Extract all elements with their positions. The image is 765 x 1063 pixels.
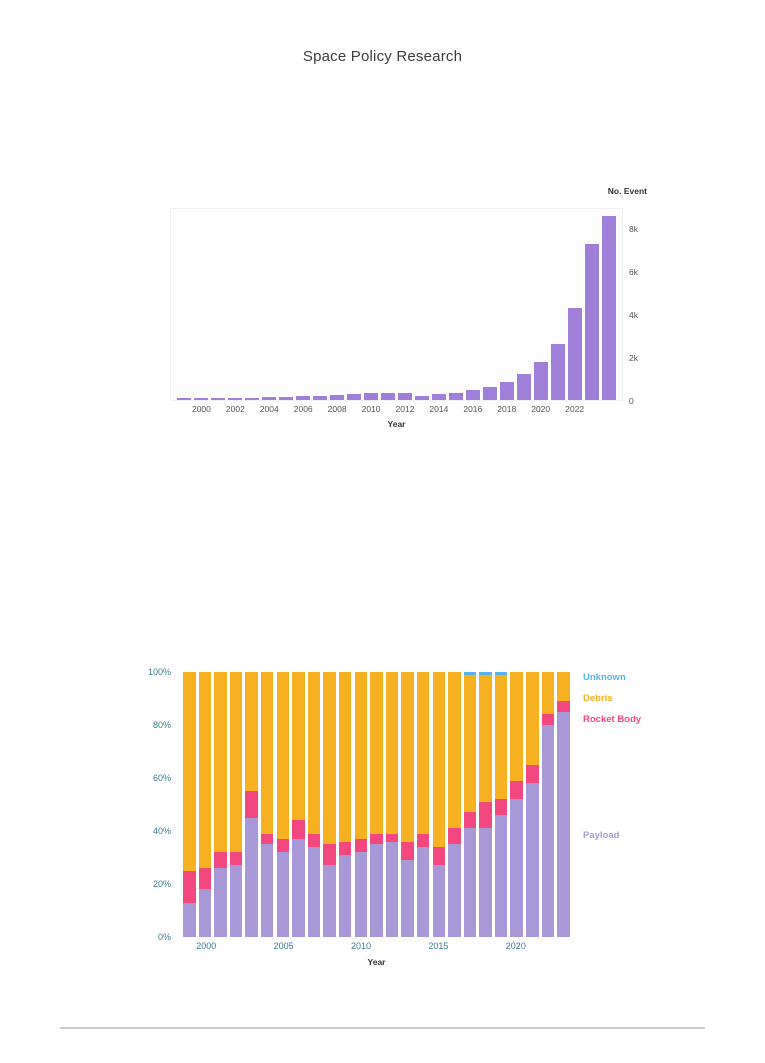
- chart1-y-tick: 4k: [629, 310, 638, 321]
- chart2-bar-segment: [292, 820, 305, 839]
- chart2-bar: [510, 672, 523, 937]
- chart2-y-tick: 60%: [152, 773, 171, 783]
- chart2-bar-segment: [199, 868, 212, 889]
- chart2-bar-segment: [464, 812, 477, 828]
- chart2-bar-segment: [230, 672, 243, 852]
- chart2-bar-segment: [261, 672, 274, 834]
- footer-divider: [60, 1027, 705, 1029]
- chart2-bar: [230, 672, 243, 937]
- chart2-bar-segment: [448, 844, 461, 937]
- chart2-bar-segment: [183, 903, 196, 937]
- chart2-bar-segment: [526, 783, 539, 937]
- chart2-x-tick: 2010: [351, 941, 372, 951]
- chart1-y-tick: 6k: [629, 267, 638, 278]
- chart1-y-tick: 0: [629, 396, 634, 406]
- chart2-bar-segment: [495, 675, 508, 800]
- chart2-bar-segment: [214, 852, 227, 868]
- chart2-bar: [495, 672, 508, 937]
- chart2-bar-segment: [261, 834, 274, 845]
- chart2-y-axis: [143, 667, 175, 942]
- chart1-x-tick: 2016: [463, 404, 483, 414]
- chart2-bar-segment: [199, 889, 212, 937]
- chart2-bar: [479, 672, 492, 937]
- chart2-bar: [448, 672, 461, 937]
- chart2-bar: [308, 672, 321, 937]
- chart2-bar-segment: [323, 844, 336, 865]
- chart2-bar-segment: [339, 842, 352, 855]
- chart2-bar: [245, 672, 258, 937]
- chart2-bar-segment: [214, 672, 227, 852]
- chart2-bar-segment: [542, 714, 555, 725]
- chart2-bar: [370, 672, 383, 937]
- chart2-bar-segment: [355, 852, 368, 937]
- chart2-bar-segment: [386, 834, 399, 842]
- chart2-bar: [464, 672, 477, 937]
- chart1-x-tick: 2014: [429, 404, 449, 414]
- chart2-bar-segment: [417, 847, 430, 937]
- chart2-bar-segment: [230, 852, 243, 865]
- chart2-bar-segment: [308, 672, 321, 834]
- chart2-bar: [355, 672, 368, 937]
- chart2-bar: [323, 672, 336, 937]
- chart2-bar-segment: [479, 802, 492, 829]
- chart2-x-tick: 2000: [196, 941, 217, 951]
- chart2-bar: [542, 672, 555, 937]
- chart1-bar: [585, 244, 599, 400]
- chart2-x-tick: 2005: [273, 941, 294, 951]
- chart1-bar: [211, 398, 225, 400]
- chart2-bar-segment: [355, 839, 368, 852]
- chart2-x-tick: 2015: [428, 941, 449, 951]
- chart2-bar: [417, 672, 430, 937]
- chart2-bar-segment: [542, 725, 555, 937]
- chart2-bar-segment: [277, 852, 290, 937]
- chart1-bar: [449, 393, 463, 400]
- chart2-bar: [183, 672, 196, 937]
- chart2-y-tick: 40%: [152, 826, 171, 836]
- chart2-bar-segment: [308, 834, 321, 847]
- chart2-bar-segment: [245, 672, 258, 791]
- chart2-legend-item[interactable]: Unknown: [583, 672, 626, 683]
- chart2-bar-segment: [199, 672, 212, 868]
- chart1-bar: [381, 393, 395, 400]
- chart2-bar-segment: [448, 672, 461, 828]
- chart2-bar-segment: [339, 855, 352, 937]
- chart2-bar-segment: [370, 672, 383, 834]
- chart2-bar-segment: [292, 672, 305, 820]
- chart2-bar-segment: [417, 834, 430, 847]
- chart2-bar-segment: [557, 701, 570, 712]
- chart2-bar-segment: [433, 847, 446, 866]
- chart2-bar-segment: [370, 834, 383, 845]
- chart2-bar: [557, 672, 570, 937]
- chart1-x-tick: 2008: [327, 404, 347, 414]
- chart2-bar-segment: [214, 868, 227, 937]
- chart2-bar: [339, 672, 352, 937]
- chart1-x-tick: 2000: [191, 404, 211, 414]
- chart1-bar: [568, 308, 582, 400]
- chart2-bar-segment: [386, 672, 399, 834]
- events-per-year-chart: [159, 186, 647, 445]
- chart2-bar-segment: [479, 828, 492, 937]
- chart1-bar: [347, 394, 361, 400]
- chart2-x-axis-label: Year: [367, 957, 386, 967]
- chart1-bar: [194, 398, 208, 400]
- chart2-bar-segment: [339, 672, 352, 842]
- chart2-bar: [292, 672, 305, 937]
- chart2-bar: [526, 672, 539, 937]
- chart2-bar-segment: [245, 791, 258, 818]
- chart1-x-tick: 2002: [225, 404, 245, 414]
- chart2-bar-segment: [479, 675, 492, 802]
- chart2-bar-segment: [401, 672, 414, 842]
- chart1-x-tick: 2010: [361, 404, 381, 414]
- chart1-bar: [398, 393, 412, 400]
- chart2-bar-segment: [355, 672, 368, 839]
- chart2-bar-segment: [308, 847, 321, 937]
- chart2-bar-segment: [557, 672, 570, 701]
- chart2-bar-segment: [495, 799, 508, 815]
- chart2-bar-segment: [401, 860, 414, 937]
- chart1-y-tick: 2k: [629, 353, 638, 364]
- chart2-bar-segment: [448, 828, 461, 844]
- chart1-x-axis: [170, 404, 623, 418]
- chart2-bar-segment: [386, 842, 399, 937]
- chart1-bar: [483, 387, 497, 400]
- chart2-bar: [401, 672, 414, 937]
- chart1-x-tick: 2018: [497, 404, 517, 414]
- chart1-x-tick: 2012: [395, 404, 415, 414]
- chart2-bar-segment: [526, 765, 539, 784]
- chart2-bar-segment: [261, 844, 274, 937]
- chart2-bar: [261, 672, 274, 937]
- chart2-bar-segment: [510, 799, 523, 937]
- chart2-bar-segment: [510, 672, 523, 781]
- chart2-legend-item[interactable]: Debris: [583, 693, 613, 704]
- object-type-share-chart: [143, 662, 642, 992]
- chart1-bar: [602, 216, 616, 400]
- chart1-x-tick: 2004: [259, 404, 279, 414]
- chart2-x-axis: [179, 941, 574, 955]
- chart2-bar-segment: [323, 865, 336, 937]
- chart1-bar: [177, 398, 191, 400]
- chart1-bar: [551, 344, 565, 400]
- chart2-bar-segment: [183, 871, 196, 903]
- chart2-bar-segment: [526, 672, 539, 765]
- chart2-x-tick: 2020: [505, 941, 526, 951]
- chart2-bar: [214, 672, 227, 937]
- chart1-bar: [279, 397, 293, 400]
- chart2-bar-segment: [370, 844, 383, 937]
- chart1-bar: [466, 390, 480, 400]
- chart2-bar-segment: [401, 842, 414, 861]
- chart2-bar-segment: [464, 675, 477, 813]
- chart2-legend-item[interactable]: Payload: [583, 830, 620, 841]
- chart2-bar-segment: [510, 781, 523, 800]
- chart1-bar: [534, 362, 548, 400]
- chart1-bar: [313, 396, 327, 400]
- page-title: Space Policy Research: [302, 48, 463, 65]
- chart2-y-tick: 20%: [152, 879, 171, 889]
- chart2-bars: [179, 672, 574, 937]
- chart2-bar-segment: [433, 672, 446, 847]
- chart1-y-tick: 8k: [629, 224, 638, 235]
- chart1-bar: [228, 398, 242, 400]
- chart2-bar-segment: [557, 712, 570, 937]
- chart2-legend-item[interactable]: Rocket Body: [583, 714, 642, 725]
- chart2-bar-segment: [245, 818, 258, 937]
- chart2-plot-area: [179, 672, 574, 937]
- chart1-bar: [500, 382, 514, 400]
- chart2-bar-segment: [417, 672, 430, 834]
- chart2-bar-segment: [292, 839, 305, 937]
- chart2-bar: [199, 672, 212, 937]
- chart2-bar: [277, 672, 290, 937]
- chart2-bar: [433, 672, 446, 937]
- chart1-x-tick: 2022: [565, 404, 585, 414]
- chart1-x-axis-label: Year: [387, 419, 406, 429]
- chart1-bar: [296, 396, 310, 400]
- chart1-bar: [364, 393, 378, 400]
- chart1-y-axis: [625, 208, 651, 406]
- chart2-bar-segment: [323, 672, 336, 844]
- chart1-bar: [517, 374, 531, 400]
- chart2-y-tick: 80%: [152, 720, 171, 730]
- chart2-bar-segment: [230, 865, 243, 937]
- chart1-legend-title: No. Event: [607, 186, 647, 196]
- chart1-bar: [262, 397, 276, 400]
- chart2-bar: [386, 672, 399, 937]
- chart2-y-tick: 100%: [147, 667, 171, 677]
- chart2-bar-segment: [464, 828, 477, 937]
- chart2-bar-segment: [542, 672, 555, 714]
- chart2-y-tick: 0%: [157, 932, 171, 942]
- chart1-x-tick: 2006: [293, 404, 313, 414]
- chart1-plot-area: [170, 208, 623, 401]
- chart1-bar: [432, 394, 446, 400]
- chart1-x-tick: 2020: [531, 404, 551, 414]
- chart1-bars: [171, 209, 622, 400]
- chart2-bar-segment: [277, 672, 290, 839]
- chart1-bar: [330, 395, 344, 400]
- chart1-bar: [245, 398, 259, 400]
- chart2-bar-segment: [277, 839, 290, 852]
- chart2-bar-segment: [433, 865, 446, 937]
- chart2-bar-segment: [183, 672, 196, 871]
- chart2-bar-segment: [495, 815, 508, 937]
- chart1-bar: [415, 396, 429, 400]
